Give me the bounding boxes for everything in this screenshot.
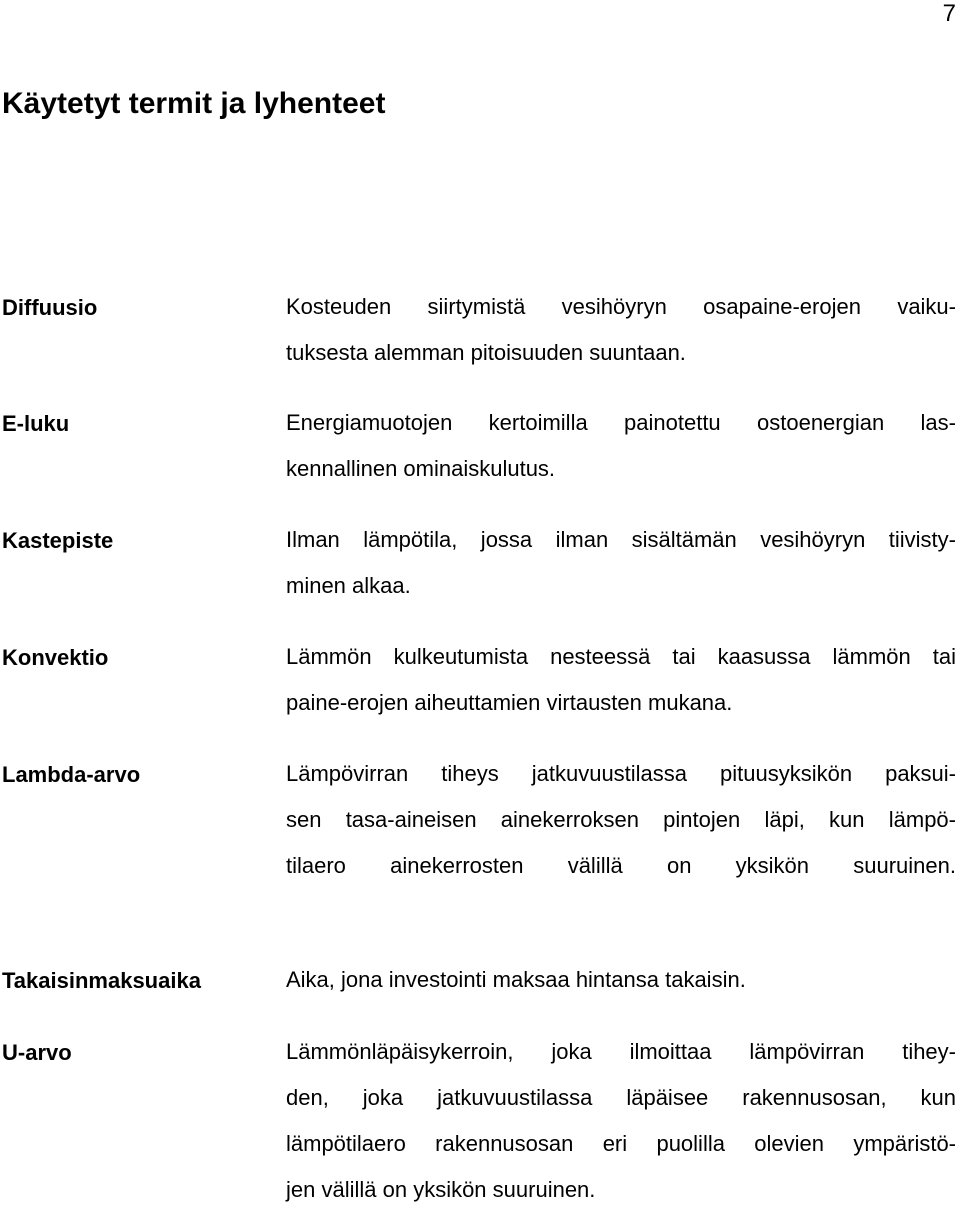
definition-e-luku: [286, 400, 956, 492]
definition-line: Lämmönläpäisykerroin, joka ilmoittaa lämpövirran tihey-: [286, 1039, 956, 1064]
definition-lambda-arvo: [286, 751, 956, 889]
definition-line: tilaero ainekerrosten välillä on yksikön suuruinen.: [286, 853, 956, 878]
term-takaisinmaksuaika: Takaisinmaksuaika: [2, 968, 201, 993]
definition-line: Lämpövirran tiheys jatkuvuustilassa pituusyksikön paksui-: [286, 761, 956, 786]
definition-konvektio: [286, 634, 956, 726]
definition-line: jen välillä on yksikön suuruinen.: [286, 1177, 596, 1202]
definition-line: Energiamuotojen kertoimilla painotettu ostoenergian las-: [286, 410, 956, 435]
definition-line: tuksesta alemman pitoisuuden suuntaan.: [286, 340, 686, 365]
definition-line: Aika, jona investointi maksaa hintansa takaisin.: [286, 967, 746, 992]
definition-line: minen alkaa.: [286, 573, 411, 598]
term-u-arvo: U-arvo: [2, 1040, 72, 1065]
definition-line: kennallinen ominaiskulutus.: [286, 456, 556, 481]
definition-line: lämpötilaero rakennusosan eri puolilla olevien ympäristö-: [286, 1131, 956, 1156]
definition-line: Ilman lämpötila, jossa ilman sisältämän vesihöyryn tiivisty-: [286, 527, 956, 552]
definition-line: Lämmön kulkeutumista nesteessä tai kaasussa lämmön tai: [286, 644, 956, 669]
definition-line: paine-erojen aiheuttamien virtausten mukana.: [286, 690, 733, 715]
term-diffuusio: Diffuusio: [2, 295, 98, 320]
definition-diffuusio: [286, 284, 956, 376]
page-title: Käytetyt termit ja lyhenteet: [2, 87, 386, 120]
definition-takaisinmaksuaika: [286, 957, 956, 1003]
term-e-luku: E-luku: [2, 411, 70, 436]
term-lambda-arvo: Lambda-arvo: [2, 762, 141, 787]
definition-line: den, joka jatkuvuustilassa läpäisee rakennusosan, kun: [286, 1085, 956, 1110]
definition-u-arvo: [286, 1029, 956, 1213]
term-kastepiste: Kastepiste: [2, 528, 114, 553]
definition-kastepiste: [286, 517, 956, 609]
page-number: 7: [942, 0, 956, 27]
definition-line: Kosteuden siirtymistä vesihöyryn osapaine-erojen vaiku-: [286, 294, 956, 319]
definition-line: sen tasa-aineisen ainekerroksen pintojen läpi, kun lämpö-: [286, 807, 956, 832]
term-konvektio: Konvektio: [2, 645, 109, 670]
